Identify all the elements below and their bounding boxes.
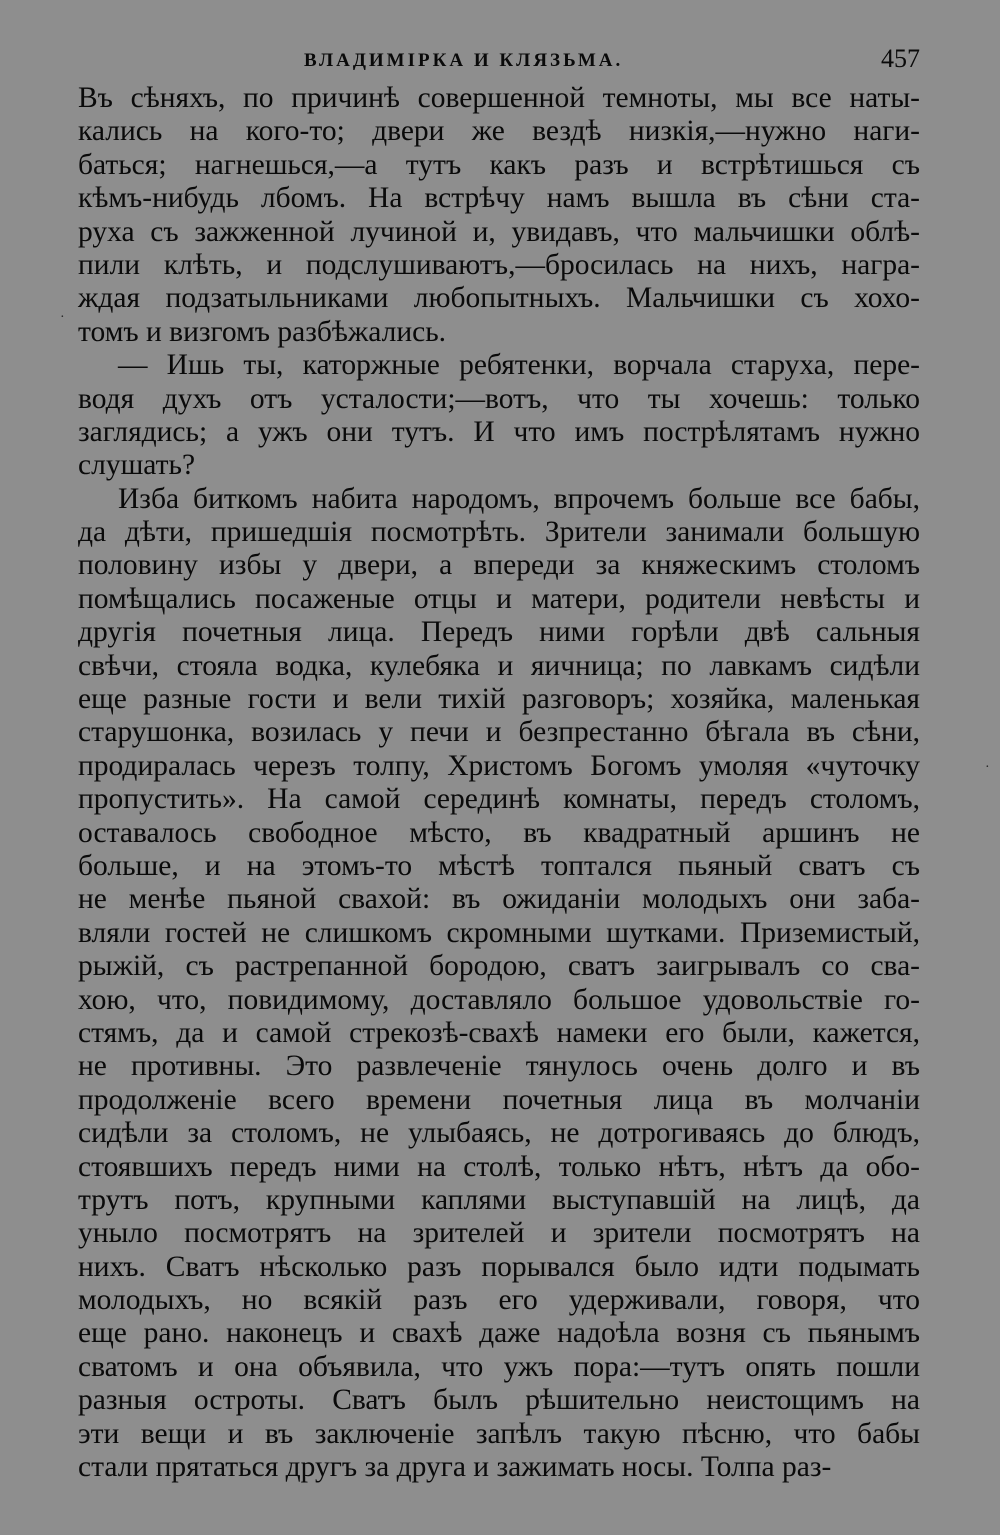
text-line: помѣщались посаженые отцы и матери, родители невѣсты и <box>78 582 920 615</box>
text-line: старушонка, возилась у печи и безпрестанно бѣгала въ сѣни, <box>78 716 920 749</box>
running-title: ВЛАДИМІРКА И КЛЯЗЬМА. <box>304 50 624 71</box>
text-line: больше, и на этомъ-то мѣстѣ топтался пьяный сватъ съ <box>78 849 920 882</box>
text-line: продолженіе всего времени почетныя лица въ молчаніи <box>78 1083 920 1116</box>
text-line: трутъ потъ, крупными каплями выступавшій на лицѣ, да <box>78 1183 920 1216</box>
text-line: разныя остроты. Сватъ былъ рѣшительно неистощимъ на <box>78 1384 920 1417</box>
text-line: сватомъ и она объявила, что ужъ пора:—тутъ опять пошли <box>78 1350 920 1383</box>
text-line: свѣчи, стояла водка, кулебяка и яичница; по лавкамъ сидѣли <box>78 649 920 682</box>
text-line: нихъ. Сватъ нѣсколько разъ порывался было идти подымать <box>78 1250 920 1283</box>
text-line: продиралась черезъ толпу, Христомъ Богомъ умоляя «чуточку <box>78 749 920 782</box>
text-line: да дѣти, пришедшія посмотрѣть. Зрители занимали большую <box>78 516 920 549</box>
text-line: баться; нагнешься,—а тутъ какъ разъ и встрѣтишься съ <box>78 148 920 181</box>
book-page <box>78 38 920 1484</box>
text-line: ждая подзатыльниками любопытныхъ. Мальчишки съ хохо- <box>78 282 920 315</box>
margin-speck: · <box>60 310 65 325</box>
text-line: пили клѣть, и подслушиваютъ,—бросилась на нихъ, награ- <box>78 248 920 281</box>
text-line: томъ и визгомъ разбѣжались. <box>78 315 447 348</box>
text-line: эти вещи и въ заключеніе запѣлъ такую пѣсню, что бабы <box>78 1417 920 1450</box>
text-line: не менѣе пьяной свахой: въ ожиданіи молодыхъ они заба- <box>78 883 920 916</box>
text-line: вляли гостей не слишкомъ скромными шутками. Приземистый, <box>78 916 920 949</box>
text-line: рыжій, съ растрепанной бородою, сватъ заигрывалъ со сва- <box>78 950 920 983</box>
text-line: еще разные гости и вели тихій разговоръ; хозяйка, маленькая <box>78 683 920 716</box>
text-line: слушать? <box>78 449 196 482</box>
margin-speck: · <box>985 760 990 775</box>
text-line: половину избы у двери, а впереди за княжескимъ столомъ <box>78 549 920 582</box>
text-line: уныло посмотрятъ на зрителей и зрители посмотрятъ на <box>78 1217 920 1250</box>
body-text <box>78 82 920 1484</box>
text-line: пропустить». На самой серединѣ комнаты, передъ столомъ, <box>78 783 920 816</box>
text-line: заглядись; а ужъ они тутъ. И что имъ пострѣлятамъ нужно <box>78 415 920 448</box>
text-line: еще рано. наконецъ и свахѣ даже надоѣла возня съ пьянымъ <box>78 1317 920 1350</box>
page-header <box>78 38 920 82</box>
text-line: не противны. Это развлеченіе тянулось очень долго и въ <box>78 1050 920 1083</box>
text-line: стямъ, да и самой стрекозѣ-свахѣ намеки его были, кажется, <box>78 1016 920 1049</box>
text-line: стали прятаться другъ за друга и зажимать носы. Толпа раз- <box>78 1451 832 1484</box>
text-line: другія почетныя лица. Передъ ними горѣли двѣ сальныя <box>78 616 920 649</box>
text-line: стоявшихъ передъ ними на столѣ, только нѣтъ, нѣтъ да обо- <box>78 1150 920 1183</box>
text-line: руха съ зажженной лучиной и, увидавъ, что мальчишки облѣ- <box>78 215 920 248</box>
page-number: 457 <box>881 44 920 73</box>
text-line: молодыхъ, но всякій разъ его удерживали, говоря, что <box>78 1284 920 1317</box>
text-line: Изба биткомъ набита народомъ, впрочемъ больше все бабы, <box>118 482 920 515</box>
text-line: хою, что, повидимому, доставляло большое удовольствіе го- <box>78 983 920 1016</box>
text-line: кались на кого-то; двери же вездѣ низкія,—нужно наги- <box>78 115 920 148</box>
text-line: — Ишь ты, каторжные ребятенки, ворчала старуха, пере- <box>118 349 920 382</box>
text-line: оставалось свободное мѣсто, въ квадратный аршинъ не <box>78 816 920 849</box>
text-line: кѣмъ-нибудь лбомъ. На встрѣчу намъ вышла въ сѣни ста- <box>78 182 920 215</box>
text-line: Въ сѣняхъ, по причинѣ совершенной темноты, мы все наты- <box>78 82 920 114</box>
text-line: водя духъ отъ усталости;—вотъ, что ты хочешь: только <box>78 382 920 415</box>
text-line: сидѣли за столомъ, не улыбаясь, не дотрогиваясь до блюдъ, <box>78 1117 920 1150</box>
